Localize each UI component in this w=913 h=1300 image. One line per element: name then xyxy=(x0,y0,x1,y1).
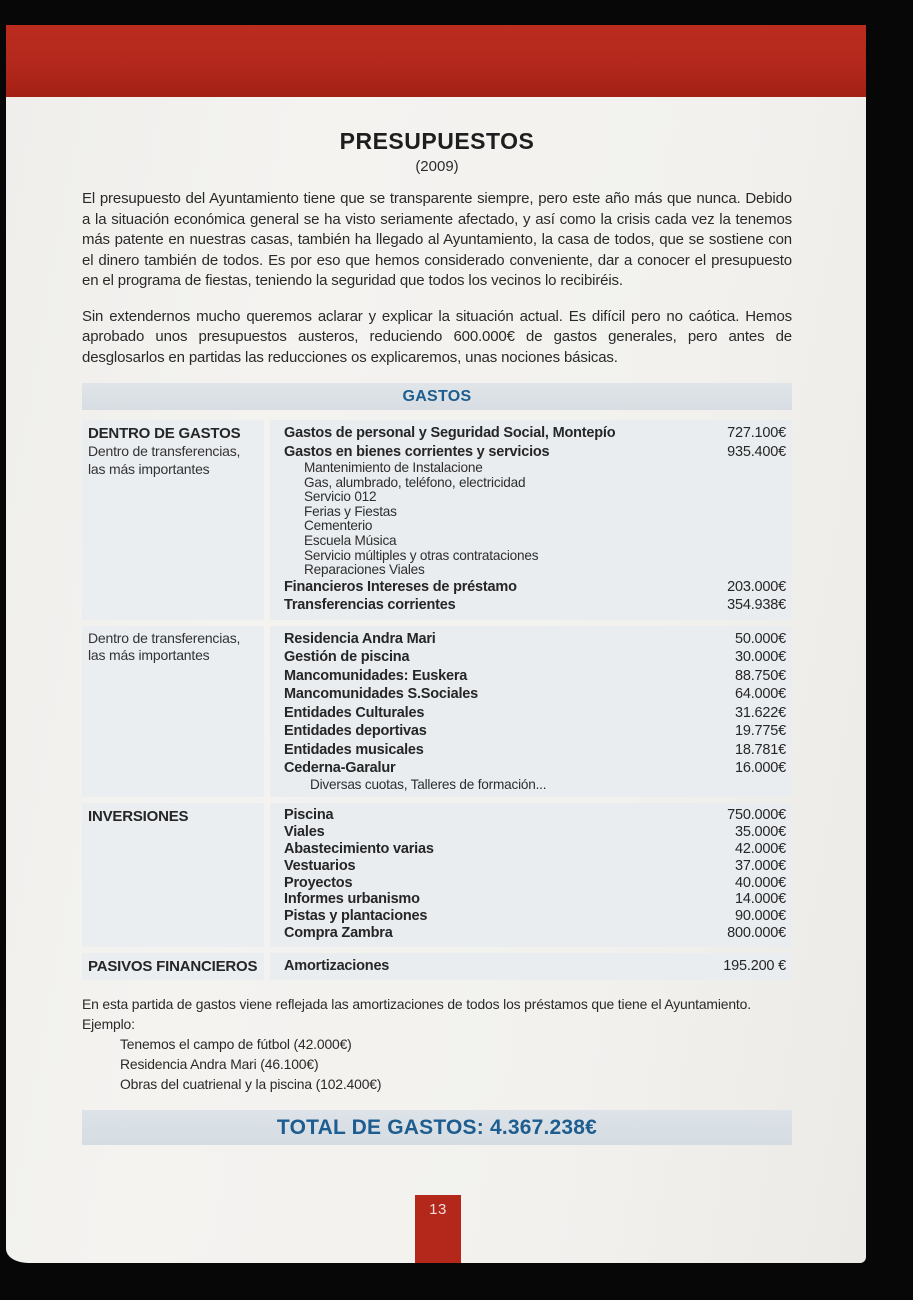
budget-section xyxy=(82,420,792,620)
table-row xyxy=(284,596,786,615)
table-row xyxy=(284,667,786,686)
row-amount: 19.775€ xyxy=(734,723,786,740)
section-title: DENTRO DE GASTOS xyxy=(88,425,241,442)
row-label: Servicio múltiples y otras contrataciones xyxy=(304,547,539,563)
section-sublabel: Dentro de transferencias, xyxy=(88,443,241,459)
row-label: Mancomunidades: Euskera xyxy=(284,667,468,684)
table-row xyxy=(284,957,786,976)
table-row xyxy=(284,578,786,597)
table-row xyxy=(284,685,786,704)
row-label: Proyectos xyxy=(284,874,353,891)
table-row xyxy=(284,443,786,462)
row-label: Mantenimiento de Instalacione xyxy=(304,460,483,475)
row-label: Viales xyxy=(284,824,325,841)
row-amount: 18.781€ xyxy=(734,741,786,758)
row-label: Escuela Música xyxy=(304,532,397,548)
gastos-header-label: GASTOS xyxy=(402,387,472,405)
row-label: Residencia Andra Mari xyxy=(284,630,436,647)
table-row xyxy=(284,722,786,741)
row-amount: 30.000€ xyxy=(734,649,786,666)
table-row xyxy=(284,741,786,760)
total-gastos-bar xyxy=(82,1110,792,1145)
table-row xyxy=(284,858,786,875)
section-label-column xyxy=(82,420,264,620)
note-examples xyxy=(82,1034,792,1094)
table-row xyxy=(284,841,786,858)
row-label: Cementerio xyxy=(304,518,373,534)
section-sublabel: Dentro de transferencias, xyxy=(88,629,241,646)
table-row xyxy=(284,824,786,841)
note-example-line: Residencia Andra Mari (46.100€) xyxy=(120,1056,319,1073)
row-amount: 203.000€ xyxy=(727,578,786,595)
budget-section xyxy=(82,626,792,798)
budget-section xyxy=(82,953,792,981)
row-label: Informes urbanismo xyxy=(284,891,420,908)
row-label: Compra Zambra xyxy=(284,924,393,941)
note-example-label: Ejemplo: xyxy=(82,1016,135,1033)
row-amount: 750.000€ xyxy=(727,807,786,824)
note-example-line: Obras del cuatrienal y la piscina (102.400€) xyxy=(120,1076,382,1093)
row-amount: 64.000€ xyxy=(734,686,786,703)
section-label-column xyxy=(82,626,264,798)
page-content xyxy=(82,128,792,1145)
table-row xyxy=(284,519,786,534)
row-label: Financieros Intereses de préstamo xyxy=(284,578,517,595)
row-amount: 90.000€ xyxy=(734,908,786,925)
row-label: Pistas y plantaciones xyxy=(284,908,428,925)
page-title: PRESUPUESTOS xyxy=(339,128,535,154)
row-amount: 800.000€ xyxy=(727,924,786,941)
row-label: Vestuarios xyxy=(284,857,356,874)
row-label: Entidades deportivas xyxy=(284,723,427,740)
table-row xyxy=(284,925,786,942)
row-amount: 50.000€ xyxy=(734,630,786,647)
row-label: Ferias y Fiestas xyxy=(304,503,397,519)
row-amount: 14.000€ xyxy=(734,891,786,908)
table-row xyxy=(284,490,786,505)
row-label: Entidades musicales xyxy=(284,741,424,758)
page-subtitle-year: (2009) xyxy=(415,158,459,175)
table-row xyxy=(284,704,786,723)
page-number: 13 xyxy=(429,1201,447,1218)
table-row xyxy=(284,891,786,908)
row-label: Diversas cuotas, Talleres de formación... xyxy=(310,776,547,792)
row-label: Mancomunidades S.Sociales xyxy=(284,686,479,703)
row-label: Gastos de personal y Seguridad Social, Montepío xyxy=(284,425,616,441)
row-label: Entidades Culturales xyxy=(284,704,425,721)
row-label: Gestión de piscina xyxy=(284,649,410,666)
table-row xyxy=(284,778,786,793)
row-amount: 935.400€ xyxy=(727,443,786,460)
row-label: Piscina xyxy=(284,807,334,824)
total-gastos-label: TOTAL DE GASTOS: 4.367.238€ xyxy=(276,1115,598,1139)
table-row xyxy=(284,759,786,778)
gastos-section-header xyxy=(82,383,792,410)
table-row xyxy=(284,807,786,824)
row-label: Transferencias corrientes xyxy=(284,597,456,614)
row-amount: 35.000€ xyxy=(734,824,786,841)
row-label: Gastos en bienes corrientes y servicios xyxy=(284,443,550,460)
row-amount: 42.000€ xyxy=(734,840,786,857)
table-row xyxy=(284,549,786,564)
section-items-column xyxy=(270,626,792,798)
row-label: Abastecimiento varias xyxy=(284,840,434,857)
note-text: En esta partida de gastos viene reflejada las amortizaciones de todos los préstamos que tiene el Ayuntamiento. xyxy=(82,996,751,1013)
row-amount: 88.750€ xyxy=(734,667,786,684)
gastos-table xyxy=(82,420,792,980)
row-amount: 195.200 € xyxy=(723,957,786,974)
table-row xyxy=(284,461,786,476)
table-row xyxy=(284,505,786,520)
row-amount: 31.622€ xyxy=(734,704,786,721)
table-row xyxy=(284,476,786,491)
row-amount: 40.000€ xyxy=(734,874,786,891)
intro-paragraph-2: Sin extendernos mucho queremos aclarar y explicar la situación actual. Es difícil pero no caótica. Hemos aprobado unos presupuestos austeros, reduciendo 600.000€ de gastos generales, pero antes de desglosarlos en partidas las reducciones os explicaremos, unas nociones básicas. xyxy=(82,307,792,366)
intro-paragraph-1: El presupuesto del Ayuntamiento tiene que se transparente siempre, pero este año más que nunca. Debido a la situación económica general se ha visto seriamente afectado, y así como la crisis cada vez la tenemos más patente en nuestras casas, también ha llegado al Ayuntamiento, la casa de todos, que se sostiene con el dinero también de todos. Es por eso que hemos considerado conveniente, dar a conocer el presupuesto en el programa de fiestas, teniendo la seguridad que todos los vecinos lo recibiréis. xyxy=(82,190,792,289)
section-label-column xyxy=(82,953,264,981)
document-page xyxy=(6,25,866,1263)
section-title: PASIVOS FINANCIEROS xyxy=(88,957,258,975)
row-label: Gas, alumbrado, teléfono, electricidad xyxy=(304,474,526,490)
section-sublabel: las más importantes xyxy=(88,647,210,664)
section-sublabel: las más importantes xyxy=(88,460,210,477)
section-items-column xyxy=(270,420,792,620)
row-label: Servicio 012 xyxy=(304,489,377,505)
section-title: INVERSIONES xyxy=(88,808,189,826)
table-row xyxy=(284,648,786,667)
page-number-tab xyxy=(415,1195,461,1263)
section-items-column xyxy=(270,803,792,946)
row-amount: 727.100€ xyxy=(727,425,786,441)
header-red-bar xyxy=(6,25,866,97)
row-label: Amortizaciones xyxy=(284,957,390,974)
table-row xyxy=(284,534,786,549)
note-example-line: Tenemos el campo de fútbol (42.000€) xyxy=(120,1036,352,1053)
row-amount: 16.000€ xyxy=(734,760,786,777)
row-amount: 37.000€ xyxy=(734,857,786,874)
section-label-column xyxy=(82,803,264,946)
table-row xyxy=(284,875,786,892)
row-label: Cederna-Garalur xyxy=(284,760,396,777)
section-items-column xyxy=(270,953,792,981)
row-amount: 354.938€ xyxy=(727,597,786,614)
table-row xyxy=(284,563,786,578)
amortizations-note xyxy=(82,994,792,1094)
table-row xyxy=(284,908,786,925)
table-row xyxy=(284,630,786,649)
table-row xyxy=(284,424,786,443)
row-label: Reparaciones Viales xyxy=(304,562,425,578)
budget-section xyxy=(82,803,792,946)
